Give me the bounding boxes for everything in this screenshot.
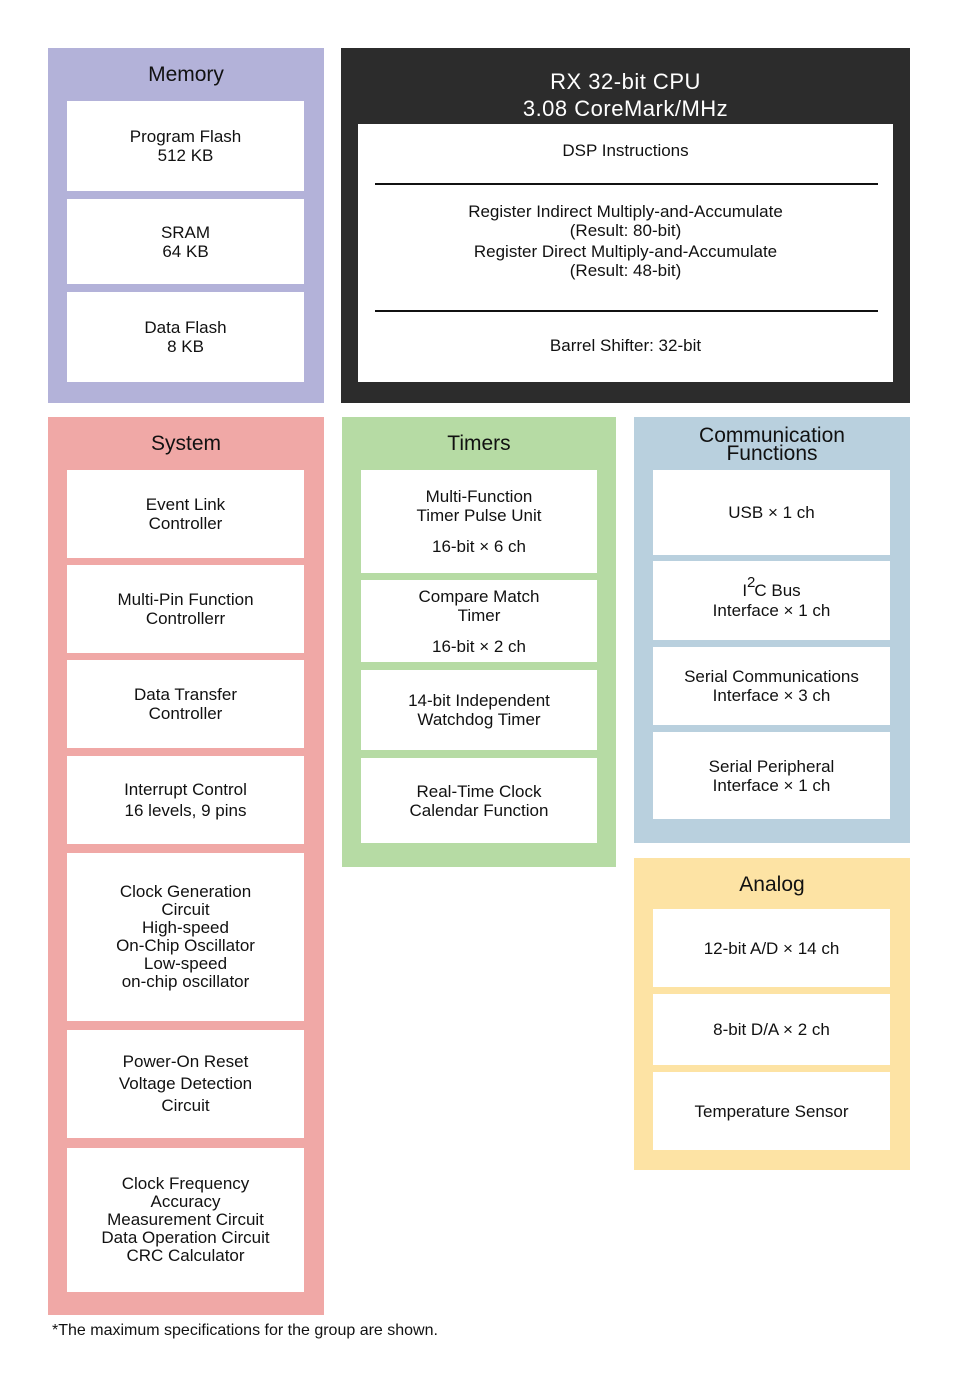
block-line: Controllerr — [145, 609, 226, 628]
block-line: Timer Pulse Unit — [416, 506, 542, 525]
block-line: CRC Calculator — [126, 1246, 245, 1265]
block-line: Circuit — [161, 1096, 210, 1115]
block-line: On-Chip Oscillator — [116, 936, 255, 955]
comm-block-sci — [653, 647, 890, 725]
i2c-prefix: I — [742, 581, 748, 600]
block-spec: 16-bit × 2 ch — [431, 636, 527, 656]
block-line: Clock Frequency — [121, 1174, 250, 1193]
memory-block-sram — [67, 199, 304, 284]
block-line: 8-bit D/A × 2 ch — [713, 1020, 830, 1039]
comm-block-i2c — [653, 561, 890, 640]
block-line: 12-bit A/D × 14 ch — [703, 938, 840, 958]
timers-title: Timers — [447, 432, 511, 455]
analog-block-temperature — [653, 1072, 890, 1150]
block-line: Data Operation Circuit — [101, 1228, 270, 1247]
timers-block-compare-match — [361, 580, 597, 662]
cpu-dsp-instructions: DSP Instructions — [562, 141, 689, 160]
footnote: *The maximum specifications for the group are shown. — [52, 1322, 438, 1339]
block-line: Interrupt Control — [124, 780, 247, 799]
timers-panel — [342, 417, 616, 867]
timers-block-watchdog — [361, 670, 597, 750]
block-line: Clock Generation — [119, 882, 252, 901]
block-line: Serial Peripheral — [708, 756, 835, 776]
cpu-barrel-shifter: Barrel Shifter: 32-bit — [549, 336, 702, 355]
block-line: Interface × 1 ch — [712, 775, 831, 795]
cpu-mac-indirect: Register Indirect Multiply-and-Accumulate — [468, 202, 783, 221]
block-line: Data Transfer — [134, 685, 237, 704]
block-line: 16 levels, 9 pins — [124, 801, 247, 820]
block-line: Low-speed — [143, 954, 228, 973]
cpu-divider — [375, 183, 878, 185]
cpu-divider — [375, 310, 878, 312]
block-line: Accuracy — [150, 1192, 221, 1211]
system-block-multi-pin — [67, 565, 304, 653]
timers-block-rtc — [361, 758, 597, 843]
block-line: Controller — [148, 704, 223, 723]
cpu-features-box — [358, 124, 893, 382]
system-block-power-on-reset — [67, 1030, 304, 1138]
block-line: Controller — [148, 514, 223, 533]
memory-block-size: 8 KB — [167, 337, 204, 356]
system-block-interrupt — [67, 756, 304, 844]
i2c-suffix: C Bus — [754, 581, 801, 600]
memory-block-size: 512 KB — [157, 146, 214, 165]
cpu-title-line2: 3.08 CoreMark/MHz — [522, 96, 729, 121]
block-line: Measurement Circuit — [107, 1210, 264, 1229]
block-line: Voltage Detection — [118, 1074, 253, 1093]
block-line: Power-On Reset — [122, 1052, 249, 1071]
block-line: Watchdog Timer — [417, 710, 541, 729]
block-line: Interface × 3 ch — [712, 686, 831, 705]
memory-block-program-flash — [67, 101, 304, 191]
comm-block-spi — [653, 732, 890, 819]
i2c-superscript: 2 — [747, 574, 756, 591]
block-line: Circuit — [161, 900, 210, 919]
analog-block-adc — [653, 909, 890, 987]
block-spec: 16-bit × 6 ch — [431, 537, 527, 556]
memory-block-size: 64 KB — [162, 241, 209, 261]
memory-panel — [48, 48, 324, 403]
block-line: Interface × 1 ch — [712, 601, 831, 620]
memory-title: Memory — [148, 63, 224, 86]
cpu-title-line1: RX 32-bit CPU — [550, 69, 701, 94]
block-line: 14-bit Independent — [408, 691, 550, 710]
block-line: Timer — [457, 605, 501, 625]
system-title: System — [150, 432, 221, 455]
block-line: Serial Communications — [684, 667, 859, 686]
block-line: Multi-Function — [425, 487, 533, 506]
block-line: Multi-Pin Function — [117, 590, 254, 609]
memory-block-label: Data Flash — [144, 318, 227, 337]
memory-block-data-flash — [67, 292, 304, 382]
i2c-line — [742, 574, 801, 601]
block-line: High-speed — [142, 918, 229, 937]
block-line: USB × 1 ch — [728, 503, 815, 522]
timers-block-mtu — [361, 470, 597, 573]
memory-block-label: Program Flash — [129, 127, 242, 146]
block-line: on-chip oscillator — [121, 972, 250, 991]
cpu-panel — [341, 48, 910, 403]
analog-block-dac — [653, 994, 890, 1065]
memory-block-label: SRAM — [160, 222, 211, 242]
analog-title: Analog — [739, 873, 805, 896]
comm-block-usb — [653, 470, 890, 555]
cpu-title — [341, 68, 910, 122]
communication-title-line1: Communication — [699, 424, 845, 447]
system-panel — [48, 417, 324, 1315]
system-block-clock-frequency — [67, 1148, 304, 1292]
cpu-mac-direct: Register Direct Multiply-and-Accumulate — [473, 242, 778, 261]
block-line: Event Link — [145, 495, 226, 514]
block-line: Calendar Function — [409, 800, 549, 820]
communication-title-line2: Functions — [726, 442, 818, 465]
communication-panel — [634, 417, 910, 843]
analog-panel — [634, 858, 910, 1170]
system-block-data-transfer — [67, 660, 304, 748]
block-line: Real-Time Clock — [416, 781, 542, 801]
block-line: Compare Match — [418, 586, 540, 606]
cpu-mac-indirect-result: (Result: 80-bit) — [569, 221, 682, 240]
block-line: Temperature Sensor — [694, 1101, 849, 1121]
cpu-mac-direct-result: (Result: 48-bit) — [569, 261, 682, 280]
system-block-clock-generation — [67, 853, 304, 1021]
system-block-event-link — [67, 470, 304, 558]
communication-title — [634, 424, 910, 465]
